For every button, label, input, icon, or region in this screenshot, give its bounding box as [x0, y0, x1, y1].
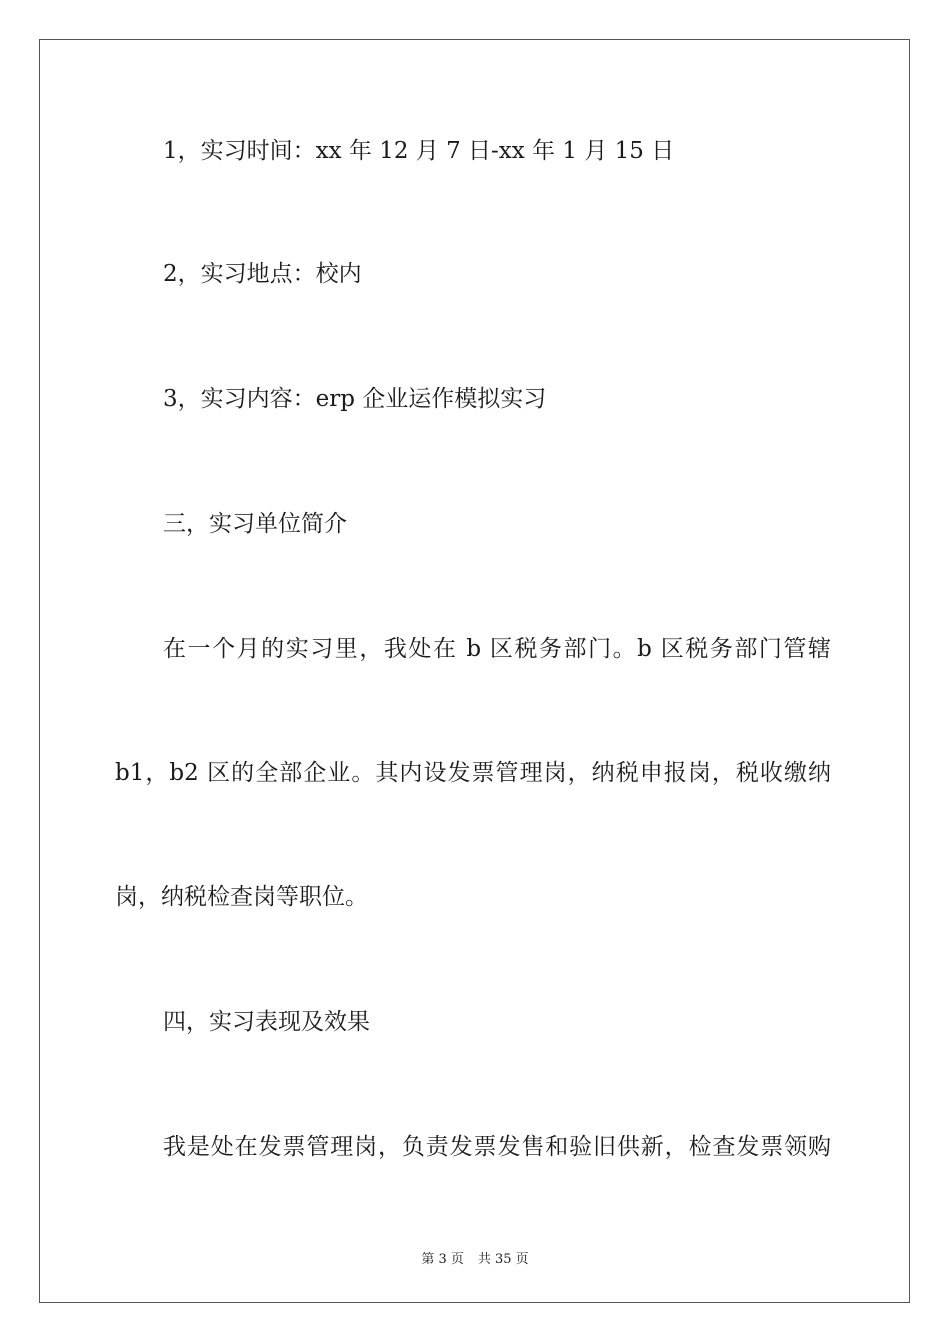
paragraph-line: 在一个月的实习里，我处在 b 区税务部门。b 区税务部门管辖 — [163, 636, 831, 662]
page-total: 共 35 页 — [477, 1252, 529, 1267]
paragraph-line: 我是处在发票管理岗，负责发票发售和验旧供新，检查发票领购 — [163, 1134, 831, 1160]
paragraph-line-internship-location: 2，实习地点：校内 — [163, 261, 362, 287]
page-footer — [0, 1248, 950, 1267]
paragraph-line: b1，b2 区的全部企业。其内设发票管理岗，纳税申报岗，税收缴纳 — [115, 760, 831, 786]
paragraph-line: 岗，纳税检查岗等职位。 — [115, 884, 368, 910]
page-border — [39, 39, 910, 1303]
paragraph-line-internship-content: 3，实习内容：erp 企业运作模拟实习 — [163, 386, 547, 412]
section-heading-unit-intro: 三，实习单位简介 — [163, 511, 347, 537]
paragraph-line-internship-time: 1，实习时间：xx 年 12 月 7 日-xx 年 1 月 15 日 — [163, 138, 675, 164]
section-heading-performance: 四，实习表现及效果 — [163, 1009, 370, 1035]
page-number: 第 3 页 — [421, 1252, 464, 1267]
